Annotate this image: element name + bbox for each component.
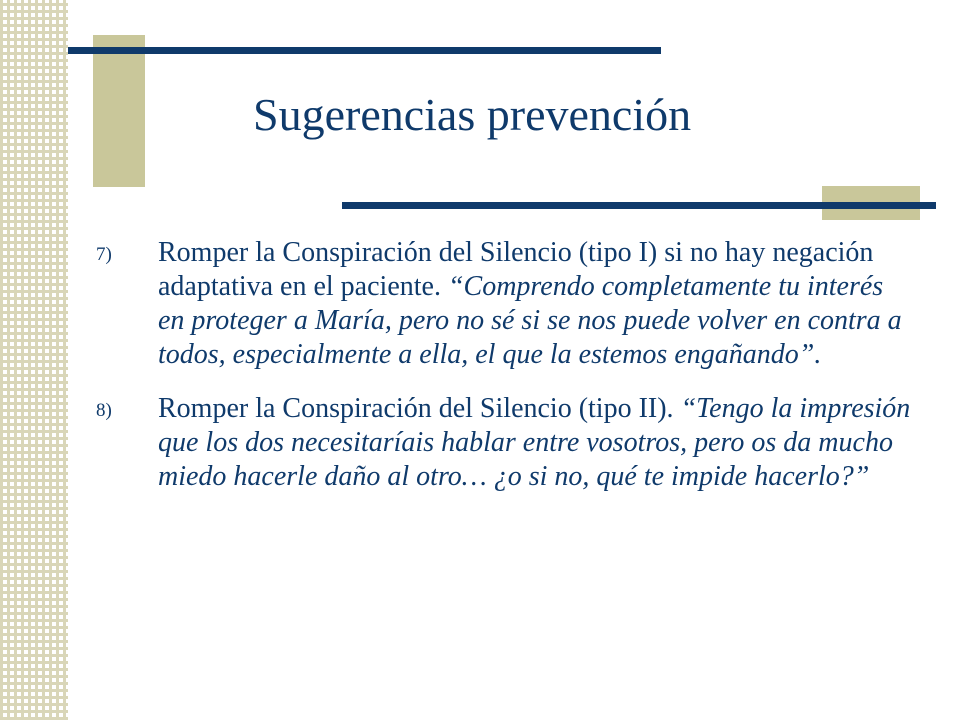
- top-accent-block: [93, 35, 145, 187]
- list-item-statement: Romper la Conspiración del Silencio (tipo I) si no hay negación adaptativa en el paciente.: [158, 237, 874, 302]
- list-item-text: [158, 392, 916, 494]
- side-pattern-decoration: [0, 0, 68, 720]
- list-item-statement: Romper la Conspiración del Silencio (tipo II).: [158, 393, 674, 424]
- suggestion-list: [96, 236, 916, 514]
- list-item-number: 7): [96, 244, 112, 265]
- list-item-quote: “Comprendo completamente tu interés en proteger a María, pero no sé si se nos puede volver en contra a todos, especialmente a ella, el que la estemos engañando”.: [158, 271, 902, 370]
- top-accent-line: [68, 47, 661, 54]
- list-item-number: 8): [96, 400, 112, 421]
- list-item: [96, 392, 916, 494]
- list-item: [96, 236, 916, 372]
- list-item-quote: “Tengo la impresión que los dos necesitaríais hablar entre vosotros, pero os da mucho miedo hacerle daño al otro… ¿o si no, qué te impide hacerlo?”: [158, 393, 911, 492]
- slide-title: Sugerencias prevención: [253, 89, 692, 140]
- bottom-accent-line: [342, 202, 936, 209]
- list-item-text: [158, 236, 916, 372]
